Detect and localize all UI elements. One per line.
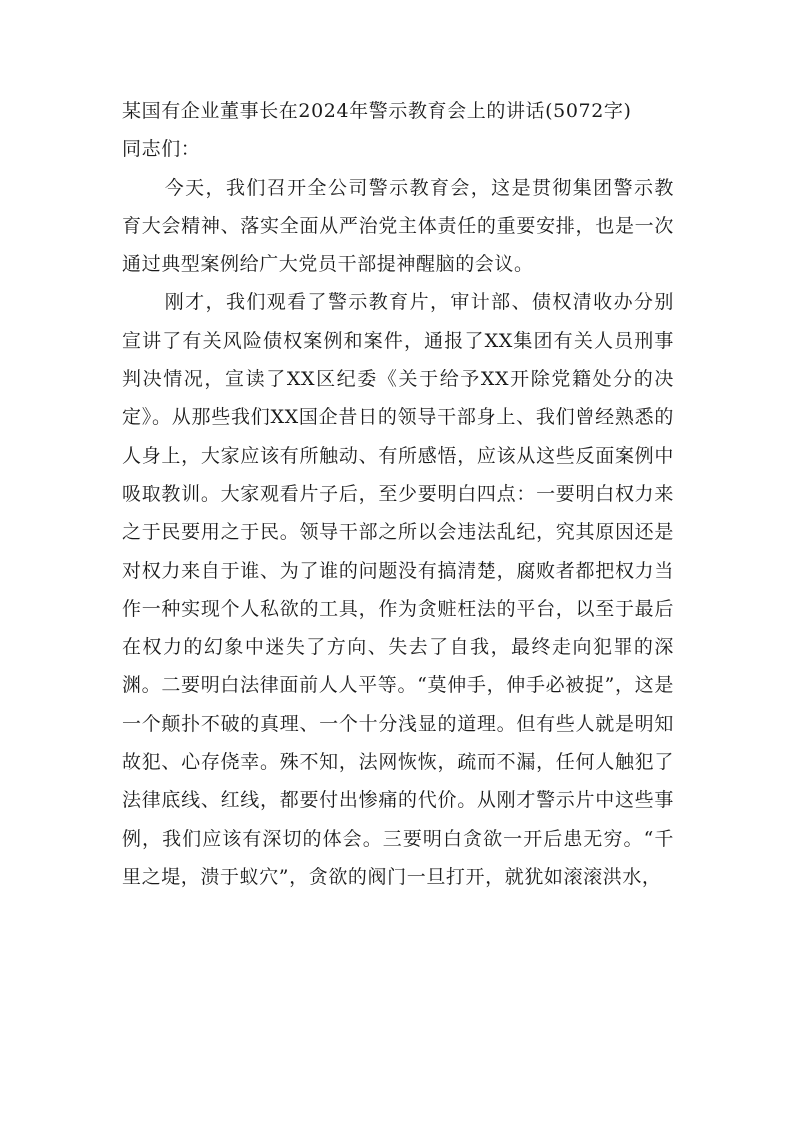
salutation: 同志们： <box>122 138 201 161</box>
paragraph-2: 刚才，我们观看了警示教育片，审计部、债权清收办分别宣讲了有关风险债权案例和案件，通报了XX集团有关人员刑事判决情况，宣读了XX区纪委《关于给予XX开除党籍处分的决定》。从那些我们XX国企昔日的领导干部身上、我们曾经熟悉的人身上，大家应该有所触动、有所感悟，应该从这些反面案例中吸取教训。大家观看片子后，至少要明白四点：一要明白权力来之于民要用之于民。领导干部之所以会违法乱纪，究其原因还是对权力来自于谁、为了谁的问题没有搞清楚，腐败者都把权力当作一种实现个人私欲的工具，作为贪赃枉法的平台，以至于最后在权力的幻象中迷失了方向、失去了自我，最终走向犯罪的深渊。二要明白法律面前人人平等。“莫伸手，伸手必被捉”，这是一个颠扑不破的真理、一个十分浅显的道理。但有些人就是明知故犯、心存侥幸。殊不知，法网恢恢，疏而不漏，任何人触犯了法律底线、红线，都要付出惨痛的代价。从刚才警示片中这些事例，我们应该有深切的体会。三要明白贪欲一开后患无穷。“千里之堤，溃于蚁穴”，贪欲的阀门一旦打开，就犹如滚滚洪水， <box>122 291 674 888</box>
document-body <box>122 92 674 896</box>
document-title: 某国有企业董事长在2024年警示教育会上的讲话(5072字) <box>122 100 632 122</box>
paragraph-1: 今天，我们召开全公司警示教育会，这是贯彻集团警示教育大会精神、落实全面从严治党主体责任的重要安排，也是一次通过典型案例给广大党员干部提神醒脑的会议。 <box>122 176 674 276</box>
